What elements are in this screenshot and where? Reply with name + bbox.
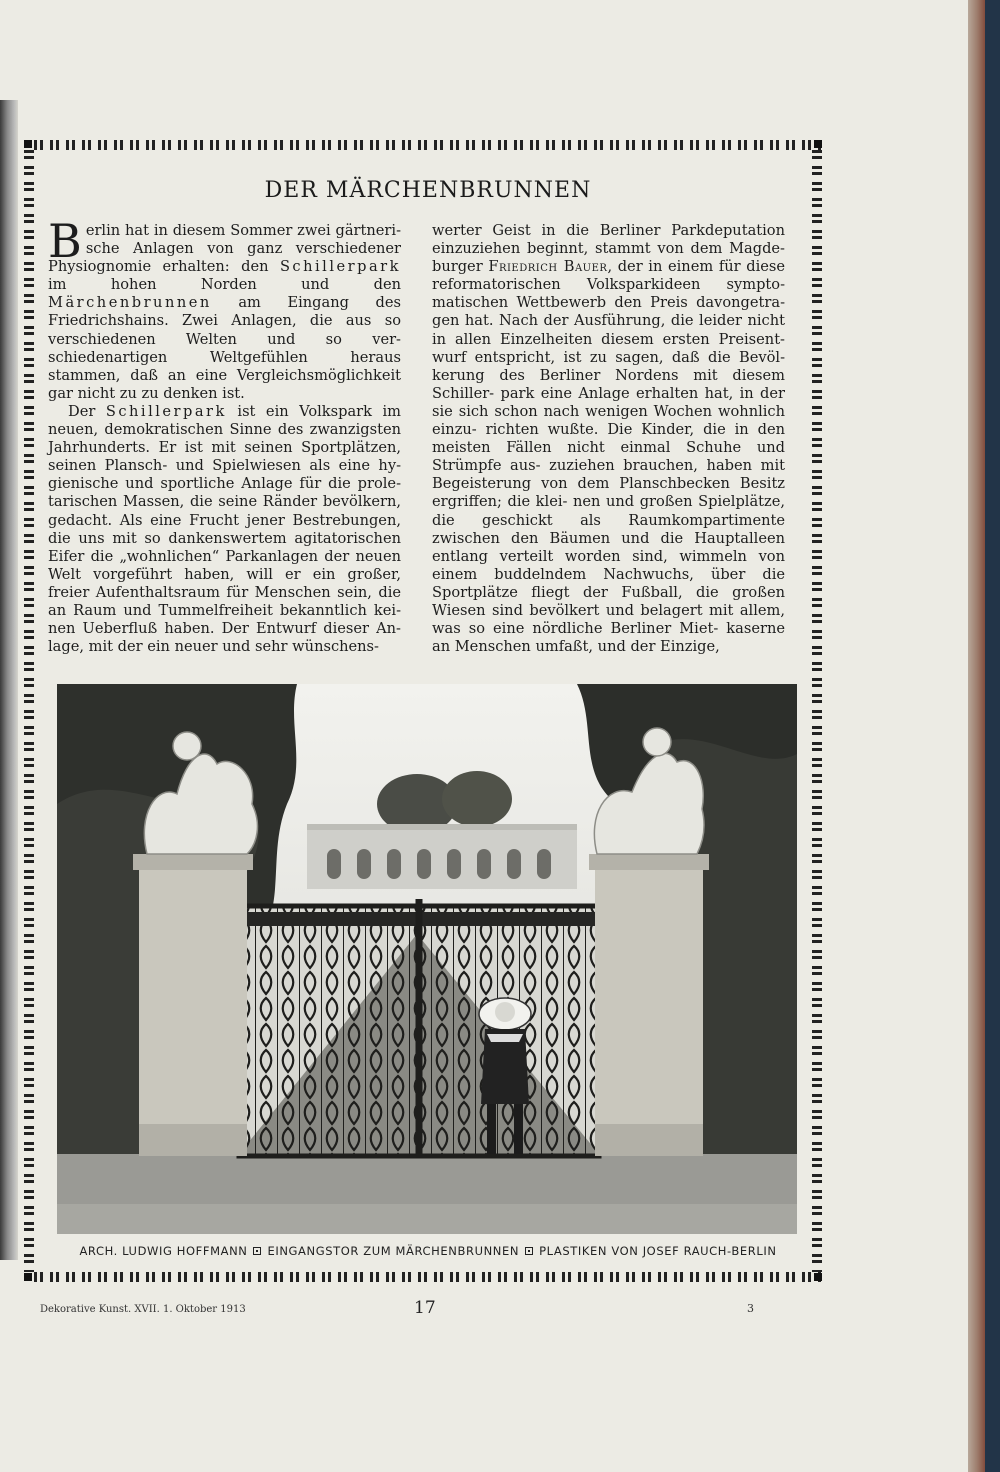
top-ornament-border [34,140,822,150]
book-spine [985,0,1000,1472]
corner-square-icon [814,140,822,148]
spaced-emphasis: Märchenbrunnen [48,294,212,312]
photo-caption [34,1244,822,1258]
signature-mark: 3 [747,1302,754,1315]
photograph-gate [57,684,797,1234]
text-run: Der [68,402,106,420]
text-run: erlin hat in diesem Sommer zwei gärtneri- sche Anlagen von ganz verschiedener Physiognomie erhalten: den [48,222,401,276]
photo-illustration [57,684,797,1234]
text-column-right [432,222,785,656]
left-ornament-border [24,150,34,1272]
paragraph [48,214,401,403]
text-run: ist ein Volkspark im neuen, demokratischen Sinne des zwanzigsten Jahrhunderts. Er ist mit seinen Sportplätzen, seinen Plansch- und Spielwiesen als eine hy- gienische und sportliche Anlage für die prole- tarischen Massen, die seine Ränder bevölkern, gedacht. Als eine Frucht jener Bestrebungen, die uns mit so dankenswertem agitatorischen Eifer die „wohnlichen“ Parkanlagen der neuen Welt vorgeführt haben, will er ein großer, freier Aufenthaltsraum für Menschen sein, die an Raum und Tummelfreiheit bekanntlich kei- nen Ueberfluß haben. Der Entwurf dieser An- lage, mit der ein neuer und sehr wünschens- [48,402,401,656]
paragraph [432,222,785,656]
journal-imprint: Dekorative Kunst. XVII. 1. Oktober 1913 [40,1304,246,1315]
square-bullet-icon [525,1247,533,1255]
text-run: werter Geist in die Berliner Parkdeputation einzuziehen beginnt, stammt von dem Magde- burger [432,222,785,276]
drop-cap: B [48,214,82,268]
ornamental-frame [34,140,822,1282]
text-run: , der in einem für diese reformatorischen Volksparkideen sympto- matischen Wettbewerb den Preis davongetra- gen hat. Nach der Ausführung, die leider nicht in allen Einzelheiten diesem ersten Preisent- wurf entspricht, ist zu sagen, daß die Bevöl- kerung des Berliner Nordens mit diesem Schiller- park eine Anlage erhalten hat, in der sie sich schon nach wenigen Wochen wohnlich einzu- richten wußte. Die Kinder, die in den meisten Fällen nicht einmal Schuhe und Strümpfe aus- zuziehen brauchen, haben mit Begeisterung von dem Planschbecken Besitz ergriffen; die klei- nen und großen Spielplätze, die geschickt als Raumkompartimente zwischen den Bäumen und die Hauptalleen entlang verteilt worden sind, wimmeln von einem buddelndem Nachwuchs, über die Sportplätze fliegt der Fußball, die großen Wiesen sind bevölkert und belagert mit allem, was so eine nördliche Berliner Miet- kaserne an Menschen umfaßt, und der Einzige, [432,258,785,656]
text-column-left [48,214,401,656]
corner-square-icon [814,1273,822,1281]
page-number: 17 [414,1298,436,1318]
spaced-emphasis: Schillerpark [279,258,401,276]
bottom-ornament-border [34,1272,822,1282]
text-run: am Eingang des Friedrichshains. Zwei Anlagen, die aus so verschiedenen Welten und so ver- schiedenartigen Weltgefühlen heraus stammen, daß an eine Vergleichsmöglichkeit gar nicht zu zu denken ist. [48,294,401,402]
square-bullet-icon [253,1247,261,1255]
paragraph [48,403,401,656]
caption-sculptor: PLASTIKEN VON JOSEF RAUCH-BERLIN [539,1244,777,1258]
article-title: DER MÄRCHENBRUNNEN [264,178,592,203]
spaced-emphasis: Schillerpark [105,402,227,420]
right-ornament-border [812,150,822,1272]
text-run: im hohen Norden und den [48,276,401,294]
caption-subject: EINGANGSTOR ZUM MÄRCHENBRUNNEN [267,1244,520,1258]
previous-page-edge [0,100,18,1260]
corner-square-icon [24,140,32,148]
caption-architect: ARCH. LUDWIG HOFFMANN [79,1244,248,1258]
corner-square-icon [24,1273,32,1281]
smallcaps-name: Friedrich Bauer [488,258,608,276]
